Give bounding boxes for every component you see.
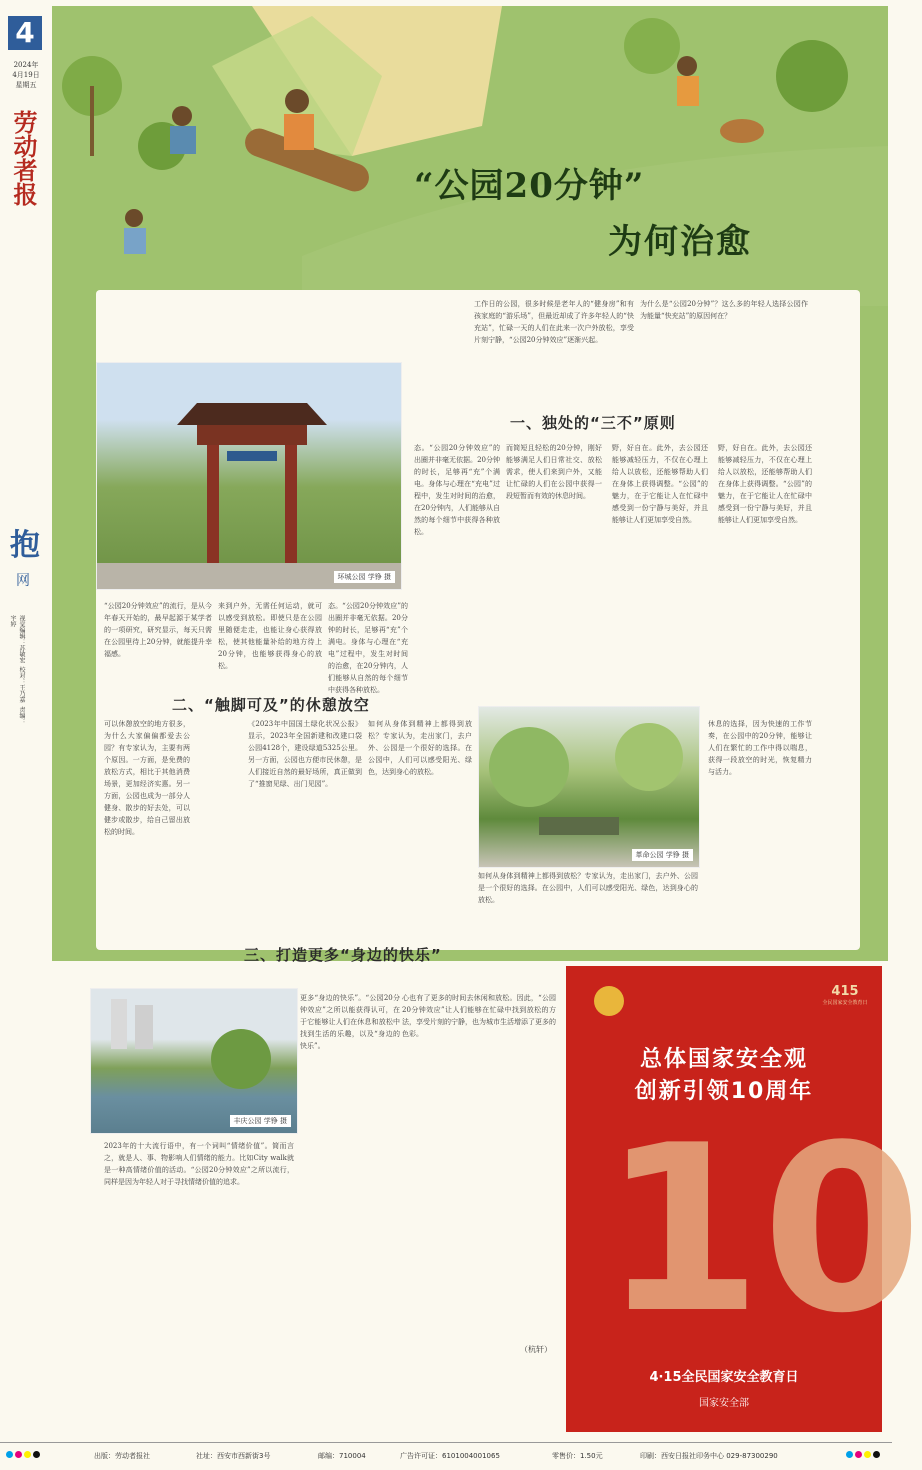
masthead-strip [0,0,52,1440]
section2-col-b: 《2023年中国国土绿化状况公报》显示，2023年全国新建和改建口袋公园4128个，建设绿道5325公里。另一方面，公园也方便市民休憩，是人们接近自然的最好场所，真正做到了“推窗见绿、出门见园”。 [248,720,362,788]
park-illustration [52,6,888,306]
section1-col-d: 而简短且轻松的20分钟，刚好能够满足人们日常社交、放松需求，使人们来到户外，又能让忙碌的人们在公园中获得一段短暂而有效的休息时间。 [506,444,602,500]
headline-line2: 为何治愈 [608,222,752,262]
section3-col-c: 心也有了更多的时间去休闲和放松。因此，“公园20分钟效应”让人们能够在忙碌中找到放松的方法，享受片刻的宁静，也为城市生活增添了更多的色彩。 [402,994,556,1038]
section1-col-e2: 野，好自在。此外，去公园还能够减轻压力，不仅在心理上给人以放松，还能够帮助人们在身体上获得调整。“公园”的魅力，在于它能让人在忙碌中感受到一份宁静与美好，并且能够让人们更加享受自然。 [718,444,812,524]
section1-col-c2: 态。“公园20分钟效应”的出圈并非毫无依据。20分钟的时长，足够再“充”个满电。身体与心理在“充电”过程中，发生对时间的治愈，在20分钟内，人们能够从自然的每个细节中获得各种放松。 [328,602,408,694]
footer-postcode: 邮编：710004 [318,1452,366,1460]
section2-col-e: 如何从身体到精神上都得到放松？专家认为，走出家门，去户外、公园是一个很好的选择。在公园中，人们可以感受阳光、绿色，达到身心的放松。 [478,872,698,904]
section-sub: 网 [16,573,30,589]
ad-bottom2: 国家安全部 [699,1398,749,1409]
person-illustration [285,89,309,113]
lead-col-2: 为什么是“公园20分钟”？这么多的年轻人选择公园作为能量“快充站”的原因何在？ [640,300,808,320]
page-number: 4 [8,16,42,50]
color-dots-right [846,1451,882,1460]
section1-col-a: “公园20分钟效应”的流行，是从今年春天开始的，最早起源于某学者的一项研究，研究显示，每天只需在公园里待上20分钟，就能提升幸福感。 [104,602,212,658]
photo-caption: 丰庆公园 学铮 摄 [230,1115,291,1127]
section1-col-b: 来到户外，无需任何运动，就可以感受到放松。即使只是在公园里随便走走，也能让身心获得放松，使其他能量补给的地方待上20分钟，也能够获得身心的放松。 [218,602,322,670]
section2-col-a: 可以休憩放空的地方很多，为什么大家偏偏都爱去公园？有专家认为，主要有两个原因。一方面，是免费的放松方式，相比于其他消费场景，更加经济实惠。另一方面，公园也成为一部分人健身、散步的好去处，可以健步或散步，给自己留出放松的时间。 [104,720,190,836]
footer-printer: 印刷：西安日报社印务中心 029-87300290 [640,1452,778,1460]
paper-name: 劳动者报 [9,110,38,206]
section1-col-c: 态。“公园20分钟效应”的出圈并非毫无依据。20分钟的时长，足够再“充”个满电。身体与心理在“充电”过程中，发生对时间的治愈，在20分钟内，人们能够从自然的每个细节中获得各种放松。 [414,444,500,536]
section2-title: 二、“触脚可及”的休憩放空 [172,696,370,714]
footer-publisher: 出版：劳动者报社 [94,1452,150,1460]
footer-address: 社址：西安市西新街3号 [196,1452,271,1460]
signature: （杭轩） [520,1345,552,1354]
edit-credits: 视觉编辑：苏敏宏 校对：王乃嘉 责编：宇婷 [9,615,25,725]
emblem-icon [594,986,624,1016]
section1-col-e: 野，好自在。此外，去公园还能够减轻压力，不仅在心理上给人以放松，还能够帮助人们在身体上获得调整。“公园”的魅力，在于它能让人在忙碌中感受到一份宁静与美好，并且能够让人们更加享受自然。 [612,444,708,524]
ad-line2: 创新引领10周年 [634,1079,814,1104]
photo-caption: 革命公园 学铮 摄 [632,849,693,861]
photo-caption: 环城公园 学铮 摄 [334,571,395,583]
section2-col-c: 如何从身体到精神上都得到放松？专家认为，走出家门，去户外、公园是一个很好的选择。在公园中，人们可以感受阳光、绿色，达到身心的放松。 [368,720,472,776]
photo-geming-park [478,706,700,868]
footer-license: 广告许可证：6101004001065 [400,1452,500,1460]
issue-date: 2024年 4月19日 星期五 [12,61,40,89]
lead-col-1: 工作日的公园，很多时候是老年人的“健身房”和有孩家庭的“游乐场”，但最近却成了许多年轻人的“快充站”，忙碌一天的人们在此来一次户外放松，享受片刻宁静，“公园20分钟效应”逐渐兴起。 [474,300,634,344]
section2-col-d: 休息的选择，因为快速的工作节奏，在公园中的20分钟，能够让人们在繁忙的工作中得以喘息，获得一段放空的时光，恢复精力与活力。 [708,720,812,776]
section3-col-a: 2023年的十大流行语中，有一个词叫“情绪价值”。简而言之，就是人、事、物影响人们情绪的能力。比如City walk就是一种高情绪价值的活动。“公园20分钟效应”之所以流行，同样是因为年轻人对于寻找情绪价值的追求。 [104,1142,294,1186]
section1-title: 一、独处的“三不”原则 [510,414,676,432]
section3-title: 三、打造更多“身边的快乐” [244,946,442,964]
color-dots [6,1451,42,1460]
footer-price: 零售价：1.50元 [552,1452,603,1460]
headline-line1: “公园20分钟” [414,166,645,206]
ad-bottom1: 4·15全民国家安全教育日 [649,1370,799,1385]
section-title: 抱 [10,528,40,563]
photo-fengqing-park [90,988,298,1134]
ad-big-number: 10 [602,1097,922,1364]
footer [0,1442,892,1470]
ad-panel [566,966,922,1432]
photo-huancheng-park [96,362,402,590]
section3-col-b: 更多“身边的快乐”。“公园20分钟效应”之所以能获得认可，在于它能够让人们在休息和放松中找到生活的乐趣，以及“身边的快乐”。 [300,994,400,1050]
badge: 415 全民国家安全教育日 [822,984,868,1006]
ad-line1: 总体国家安全观 [639,1047,808,1072]
